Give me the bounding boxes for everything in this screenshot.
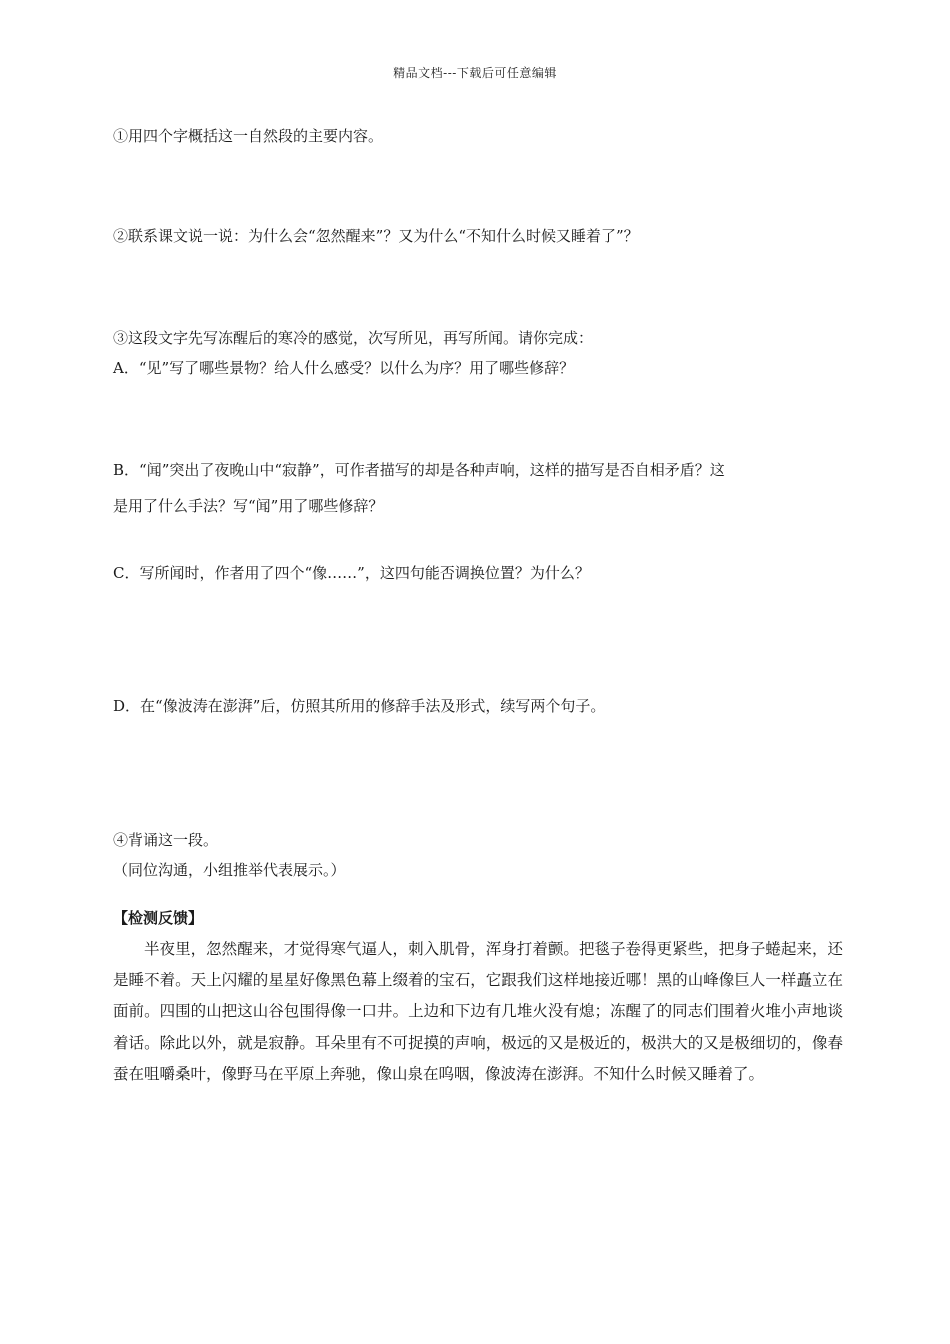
question-3d: D．在“像波涛在澎湃”后，仿照其所用的修辞手法及形式，续写两个句子。 — [113, 697, 606, 715]
question-3c: C．写所闻时，作者用了四个“像……”，这四句能否调换位置？为什么？ — [113, 564, 590, 582]
question-2: ②联系课文说一说：为什么会“忽然醒来”？又为什么“不知什么时候又睡着了”？ — [113, 227, 639, 245]
question-3b-line-2: 是用了什么手法？写“闻”用了哪些修辞？ — [113, 497, 384, 515]
question-3a: A．“见”写了哪些景物？给人什么感受？以什么为序？用了哪些修辞？ — [113, 359, 575, 377]
question-3: ③这段文字先写冻醒后的寒冷的感觉，次写所见，再写所闻。请你完成： — [113, 329, 594, 347]
group-note: （同位沟通，小组推举代表展示。） — [113, 861, 346, 879]
feedback-title: 【检测反馈】 — [113, 909, 204, 927]
question-4: ④背诵这一段。 — [113, 831, 219, 849]
question-1: ①用四个字概括这一自然段的主要内容。 — [113, 127, 384, 145]
page-header: 精品文档---下载后可任意编辑 — [393, 66, 557, 80]
question-3b-line-1: B．“闻”突出了夜晚山中“寂静”，可作者描写的却是各种声响，这样的描写是否自相矛盾？这 — [113, 461, 725, 479]
feedback-passage: 半夜里，忽然醒来，才觉得寒气逼人，刺入肌骨，浑身打着颤。把毯子卷得更紧些，把身子蜷起来，还是睡不着。天上闪耀的星星好像黑色幕上缀着的宝石，它跟我们这样地接近哪！黑的山峰像巨人一样矗立在面前。四围的山把这山谷包围得像一口井。上边和下边有几堆火没有熄；冻醒了的同志们围着火堆小声地谈着话。除此以外，就是寂静。耳朵里有不可捉摸的声响，极远的又是极近的，极洪大的又是极细切的，像春蚕在咀嚼桑叶，像野马在平原上奔驰，像山泉在呜咽，像波涛在澎湃。不知什么时候又睡着了。 — [113, 940, 843, 1083]
